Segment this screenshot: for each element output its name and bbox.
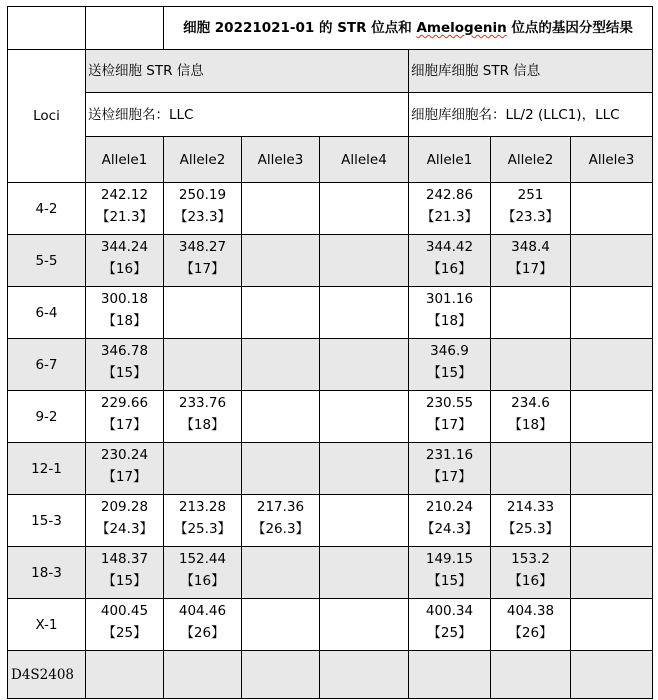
allele-cell — [86, 183, 164, 235]
allele-cell — [86, 599, 164, 651]
allele-repeat: 【23.3】 — [173, 209, 232, 225]
allele-cell — [491, 391, 571, 443]
title-word: Amelogenin — [416, 20, 507, 36]
allele-size — [491, 654, 570, 676]
allele-repeat — [242, 676, 319, 698]
allele-cell — [320, 235, 409, 287]
allele-cell — [86, 495, 164, 547]
allele-cell — [571, 235, 653, 287]
allele-cell — [242, 287, 320, 339]
allele-size — [571, 342, 652, 364]
allele-repeat: 【15】 — [427, 365, 472, 381]
allele-cell — [409, 599, 491, 651]
table-row — [8, 443, 653, 495]
allele-repeat — [242, 572, 319, 594]
allele-cell — [409, 443, 491, 495]
allele-repeat: 【24.3】 — [95, 521, 154, 537]
allele-cell — [242, 391, 320, 443]
allele-size — [242, 550, 319, 572]
allele-size: 346.78 — [100, 343, 149, 359]
allele-cell — [491, 599, 571, 651]
title-prefix: 细胞 20221021-01 的 STR 位点和 — [183, 20, 417, 36]
allele-size: 214.33 — [506, 499, 555, 515]
allele-cell — [242, 495, 320, 547]
allele-size — [571, 446, 652, 468]
table-row — [8, 651, 653, 699]
allele-size — [409, 654, 490, 676]
allele-size — [320, 550, 408, 572]
allele-cell — [491, 183, 571, 235]
allele-size — [164, 290, 241, 312]
allele-size — [571, 238, 652, 260]
allele-cell — [409, 651, 491, 699]
allele-repeat — [409, 676, 490, 698]
allele-size — [320, 498, 408, 520]
allele-cell — [242, 547, 320, 599]
allele-size: 217.36 — [256, 499, 305, 515]
allele-repeat — [86, 676, 163, 698]
allele-size: 230.55 — [425, 395, 474, 411]
locus-name: 6-7 — [8, 339, 86, 391]
allele-repeat — [571, 468, 652, 490]
allele-cell — [164, 495, 242, 547]
allele-size — [320, 238, 408, 260]
allele-size: 229.66 — [100, 395, 149, 411]
allele-cell — [164, 287, 242, 339]
allele-repeat: 【15】 — [427, 573, 472, 589]
allele-size — [164, 342, 241, 364]
allele-cell — [491, 287, 571, 339]
allele-repeat — [320, 572, 408, 594]
allele-size — [320, 342, 408, 364]
allele-repeat — [571, 572, 652, 594]
allele-repeat — [571, 416, 652, 438]
table-row — [8, 599, 653, 651]
allele-size — [571, 394, 652, 416]
allele-cell — [571, 495, 653, 547]
allele-size — [320, 394, 408, 416]
allele-repeat — [320, 208, 408, 230]
allele-cell — [491, 651, 571, 699]
allele-repeat — [571, 364, 652, 386]
allele-cell — [320, 651, 409, 699]
allele-repeat: 【25.3】 — [501, 521, 560, 537]
allele-size: 153.2 — [511, 551, 550, 567]
allele-repeat — [320, 312, 408, 334]
allele-size: 148.37 — [100, 551, 149, 567]
allele-size — [571, 602, 652, 624]
allele-cell — [86, 391, 164, 443]
allele-repeat — [491, 676, 570, 698]
allele-cell — [242, 339, 320, 391]
allele-size: 242.86 — [425, 187, 474, 203]
allele-cell — [164, 599, 242, 651]
allele-cell — [491, 547, 571, 599]
allele-cell — [164, 339, 242, 391]
allele-repeat — [491, 364, 570, 386]
allele-size — [491, 446, 570, 468]
allele-size: 344.24 — [100, 239, 149, 255]
allele-repeat: 【16】 — [102, 261, 147, 277]
allele-cell — [320, 547, 409, 599]
allele-cell — [164, 651, 242, 699]
table-row — [8, 495, 653, 547]
allele-repeat: 【23.3】 — [501, 209, 560, 225]
locus-name: 18-3 — [8, 547, 86, 599]
allele-size: 251 — [517, 187, 544, 203]
allele-size — [164, 654, 241, 676]
allele-repeat — [242, 416, 319, 438]
allele-repeat — [164, 312, 241, 334]
library-cell-name: 细胞库细胞名：LL/2 (LLC1)，LLC — [409, 93, 653, 137]
allele-repeat — [164, 364, 241, 386]
allele-repeat: 【15】 — [102, 573, 147, 589]
allele-size: 348.27 — [178, 239, 227, 255]
allele-size: 242.12 — [100, 187, 149, 203]
allele-repeat: 【25.3】 — [173, 521, 232, 537]
allele-cell — [164, 235, 242, 287]
allele-cell — [409, 495, 491, 547]
allele-cell — [571, 599, 653, 651]
allele-size — [242, 394, 319, 416]
allele-size — [571, 186, 652, 208]
allele-size — [320, 446, 408, 468]
allele-repeat — [242, 260, 319, 282]
table-row — [8, 287, 653, 339]
allele-size — [86, 654, 163, 676]
allele-repeat: 【24.3】 — [420, 521, 479, 537]
allele-cell — [86, 651, 164, 699]
allele-repeat: 【17】 — [427, 417, 472, 433]
allele-repeat — [491, 468, 570, 490]
allele-header: Allele3 — [242, 137, 320, 183]
allele-cell — [164, 443, 242, 495]
allele-header: Allele2 — [164, 137, 242, 183]
allele-repeat: 【25】 — [102, 625, 147, 641]
allele-header: Allele1 — [409, 137, 491, 183]
allele-repeat: 【17】 — [102, 469, 147, 485]
allele-repeat — [320, 520, 408, 542]
allele-repeat: 【26】 — [508, 625, 553, 641]
allele-cell — [409, 235, 491, 287]
allele-size — [242, 602, 319, 624]
allele-cell — [409, 183, 491, 235]
allele-size — [242, 238, 319, 260]
allele-size — [571, 498, 652, 520]
allele-cell — [320, 339, 409, 391]
allele-cell — [491, 495, 571, 547]
allele-cell — [164, 183, 242, 235]
allele-cell — [409, 287, 491, 339]
allele-size — [242, 186, 319, 208]
allele-repeat: 【21.3】 — [95, 209, 154, 225]
allele-cell — [242, 183, 320, 235]
allele-repeat: 【18】 — [508, 417, 553, 433]
allele-cell — [242, 599, 320, 651]
allele-cell — [320, 443, 409, 495]
allele-repeat — [164, 676, 241, 698]
submitted-cell-name: 送检细胞名：LLC — [86, 93, 409, 137]
allele-size — [164, 446, 241, 468]
allele-repeat — [242, 312, 319, 334]
allele-repeat — [320, 260, 408, 282]
allele-size: 234.6 — [511, 395, 550, 411]
allele-cell — [491, 443, 571, 495]
allele-repeat — [320, 416, 408, 438]
allele-repeat — [571, 260, 652, 282]
locus-name: X-1 — [8, 599, 86, 651]
cell-name-row — [8, 93, 653, 137]
allele-size: 400.45 — [100, 603, 149, 619]
allele-repeat — [571, 624, 652, 646]
allele-size: 301.16 — [425, 291, 474, 307]
allele-cell — [86, 547, 164, 599]
allele-repeat — [242, 624, 319, 646]
allele-repeat: 【15】 — [102, 365, 147, 381]
allele-size: 348.4 — [511, 239, 550, 255]
table-row — [8, 339, 653, 391]
allele-size — [320, 654, 408, 676]
allele-repeat — [320, 468, 408, 490]
allele-repeat: 【16】 — [427, 261, 472, 277]
locus-name: 4-2 — [8, 183, 86, 235]
allele-size — [242, 342, 319, 364]
allele-size: 400.34 — [425, 603, 474, 619]
allele-repeat — [320, 624, 408, 646]
allele-cell — [242, 235, 320, 287]
allele-cell — [86, 287, 164, 339]
allele-size: 404.46 — [178, 603, 227, 619]
allele-repeat — [571, 208, 652, 230]
allele-cell — [571, 547, 653, 599]
allele-repeat — [571, 312, 652, 334]
allele-cell — [571, 339, 653, 391]
allele-cell — [242, 443, 320, 495]
allele-size: 209.28 — [100, 499, 149, 515]
allele-repeat: 【26】 — [180, 625, 225, 641]
table-row — [8, 547, 653, 599]
allele-header: Allele4 — [320, 137, 409, 183]
allele-repeat: 【16】 — [508, 573, 553, 589]
allele-repeat — [491, 312, 570, 334]
allele-size: 230.24 — [100, 447, 149, 463]
allele-size — [320, 290, 408, 312]
allele-repeat — [242, 468, 319, 490]
allele-repeat: 【25】 — [427, 625, 472, 641]
corner-cell-2 — [86, 7, 164, 50]
allele-size — [491, 290, 570, 312]
allele-cell — [409, 391, 491, 443]
corner-cell — [8, 7, 86, 50]
allele-size — [242, 290, 319, 312]
section-row — [8, 50, 653, 93]
allele-header: Allele2 — [491, 137, 571, 183]
allele-repeat: 【26.3】 — [251, 521, 310, 537]
table-row — [8, 183, 653, 235]
allele-size: 404.38 — [506, 603, 555, 619]
allele-size: 300.18 — [100, 291, 149, 307]
allele-cell — [164, 391, 242, 443]
allele-repeat — [571, 520, 652, 542]
allele-size: 346.9 — [430, 343, 469, 359]
allele-size — [242, 446, 319, 468]
allele-size: 233.76 — [178, 395, 227, 411]
allele-repeat — [320, 676, 408, 698]
allele-repeat — [242, 208, 319, 230]
submitted-section-label: 送检细胞 STR 信息 — [86, 50, 409, 93]
allele-size — [242, 654, 319, 676]
allele-size — [491, 342, 570, 364]
title-suffix: 位点的基因分型结果 — [506, 20, 633, 36]
allele-cell — [491, 339, 571, 391]
allele-cell — [164, 547, 242, 599]
allele-size: 250.19 — [178, 187, 227, 203]
allele-header: Allele3 — [571, 137, 653, 183]
allele-repeat — [571, 676, 652, 698]
allele-size: 152.44 — [178, 551, 227, 567]
str-genotyping-table-container — [7, 6, 653, 699]
locus-name: 9-2 — [8, 391, 86, 443]
loci-header: Loci — [8, 50, 86, 183]
allele-cell — [320, 183, 409, 235]
locus-name: 5-5 — [8, 235, 86, 287]
allele-size — [320, 602, 408, 624]
allele-cell — [571, 287, 653, 339]
allele-repeat: 【21.3】 — [420, 209, 479, 225]
table-row — [8, 235, 653, 287]
allele-cell — [320, 391, 409, 443]
table-row — [8, 391, 653, 443]
allele-cell — [409, 547, 491, 599]
locus-name: D4S2408 — [8, 651, 86, 699]
table-title — [164, 7, 653, 50]
allele-size — [320, 186, 408, 208]
allele-cell — [571, 391, 653, 443]
allele-cell — [320, 599, 409, 651]
allele-repeat — [320, 364, 408, 386]
locus-name: 12-1 — [8, 443, 86, 495]
allele-cell — [242, 651, 320, 699]
allele-size — [571, 290, 652, 312]
allele-size: 231.16 — [425, 447, 474, 463]
allele-cell — [409, 339, 491, 391]
allele-cell — [320, 287, 409, 339]
allele-size — [571, 654, 652, 676]
allele-cell — [86, 443, 164, 495]
allele-repeat: 【17】 — [102, 417, 147, 433]
allele-repeat: 【18】 — [102, 313, 147, 329]
allele-repeat: 【18】 — [427, 313, 472, 329]
allele-repeat: 【17】 — [508, 261, 553, 277]
allele-cell — [491, 235, 571, 287]
locus-name: 15-3 — [8, 495, 86, 547]
library-section-label: 细胞库细胞 STR 信息 — [409, 50, 653, 93]
allele-repeat — [164, 468, 241, 490]
allele-header: Allele1 — [86, 137, 164, 183]
allele-repeat: 【18】 — [180, 417, 225, 433]
allele-cell — [571, 443, 653, 495]
allele-cell — [571, 651, 653, 699]
allele-repeat: 【16】 — [180, 573, 225, 589]
allele-cell — [320, 495, 409, 547]
title-row — [8, 7, 653, 50]
allele-size: 210.24 — [425, 499, 474, 515]
allele-header-row — [8, 137, 653, 183]
allele-repeat — [242, 364, 319, 386]
str-genotyping-table — [7, 6, 653, 699]
allele-repeat: 【17】 — [180, 261, 225, 277]
allele-cell — [86, 339, 164, 391]
allele-size: 149.15 — [425, 551, 474, 567]
allele-size: 213.28 — [178, 499, 227, 515]
allele-repeat: 【17】 — [427, 469, 472, 485]
allele-size — [571, 550, 652, 572]
locus-name: 6-4 — [8, 287, 86, 339]
allele-cell — [571, 183, 653, 235]
allele-size: 344.42 — [425, 239, 474, 255]
allele-cell — [86, 235, 164, 287]
